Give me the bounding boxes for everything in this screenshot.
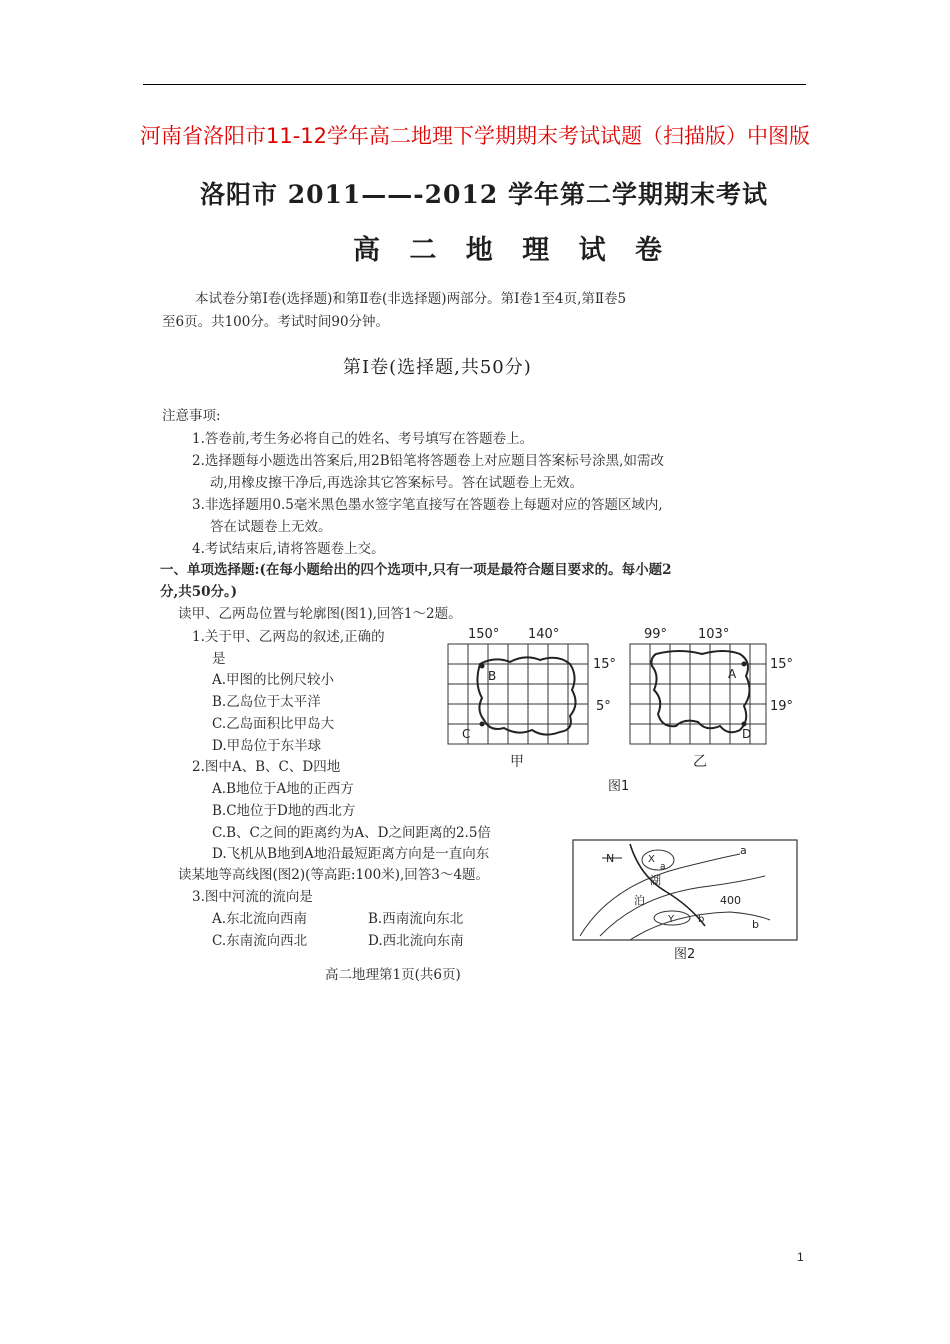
figure-1-caption: 图1	[608, 779, 630, 794]
q1-option: A.甲图的比例尺较小	[212, 672, 335, 688]
q2-option: B.C地位于D地的西北方	[212, 803, 356, 819]
hill-x-contour	[642, 850, 674, 870]
yi-map-label: 乙	[693, 754, 707, 770]
q2-stem: 2.图中A、B、C、D四地	[192, 759, 341, 775]
section-1-heading: 第Ⅰ卷(选择题,共50分)	[343, 357, 532, 378]
notice-item: 2.选择题每小题选出答案后,用2B铅笔将答题卷上对应题目答案标号涂黑,如需改	[192, 453, 664, 469]
part-1-heading-cont: 分,共50分。)	[160, 584, 238, 600]
jia-longitude-label: 150°	[468, 627, 500, 642]
point-x-label: X	[648, 854, 655, 865]
q3-intro: 读某地等高线图(图2)(等高距:100米),回答3～4题。	[178, 867, 489, 883]
jia-map-label: 甲	[510, 754, 524, 770]
contour-b-inner-label: b	[698, 914, 705, 925]
lake-label-2: 泊	[634, 894, 645, 907]
q2-option: C.B、C之间的距离约为A、D之间距离的2.5倍	[212, 825, 491, 841]
jia-point-c-marker	[480, 722, 485, 727]
exam-title: 洛阳市 2011——-2012 学年第二学期期末考试	[200, 180, 768, 209]
q2-option: D.飞机从B地到A地沿最短距离方向是一直向东	[212, 846, 490, 862]
yi-point-a: A	[728, 667, 737, 681]
yi-point-d-marker	[742, 722, 747, 727]
q2-option: A.B地位于A地的正西方	[212, 781, 354, 797]
q3-option: A.东北流向西南	[212, 911, 308, 927]
point-y-label: Y	[668, 914, 675, 925]
q1-stem-cont: 是	[212, 651, 226, 667]
q1-intro: 读甲、乙两岛位置与轮廓图(图1),回答1～2题。	[178, 606, 462, 622]
page-footer: 高二地理第1页(共6页)	[325, 967, 461, 983]
figure-2-caption: 图2	[674, 947, 696, 962]
contour-a-inner-label: a	[660, 862, 666, 872]
yi-longitude-label: 103°	[698, 627, 730, 642]
q3-option: D.西北流向东南	[368, 933, 464, 949]
q3-option: C.东南流向西北	[212, 933, 308, 949]
jia-point-b: B	[488, 669, 497, 683]
q1-stem: 1.关于甲、乙两岛的叙述,正确的	[192, 629, 385, 645]
yi-latitude-label: 19°	[770, 699, 794, 714]
intro-line-2: 至6页。共100分。考试时间90分钟。	[162, 314, 390, 330]
notice-item: 3.非选择题用0.5毫米黑色墨水签字笔直接写在答题卷上每题对应的答题区域内,	[192, 497, 663, 513]
intro-line-1: 本试卷分第Ⅰ卷(选择题)和第Ⅱ卷(非选择题)两部分。第Ⅰ卷1至4页,第Ⅱ卷5	[195, 291, 627, 307]
q1-option: B.乙岛位于太平洋	[212, 694, 321, 710]
notice-item: 答在试题卷上无效。	[210, 519, 332, 535]
notice-heading: 注意事项:	[162, 408, 221, 424]
part-1-heading: 一、单项选择题:(在每小题给出的四个选项中,只有一项是最符合题目要求的。每小题2	[160, 562, 672, 578]
notice-item: 4.考试结束后,请将答题卷上交。	[192, 541, 385, 557]
contour-b-label: b	[752, 918, 759, 931]
q1-option: D.甲岛位于东半球	[212, 738, 322, 754]
page-number: 1	[797, 1250, 804, 1264]
exam-subtitle: 高 二 地 理 试 卷	[353, 235, 672, 266]
q3-option: B.西南流向东北	[368, 911, 464, 927]
jia-longitude-label: 140°	[528, 627, 560, 642]
yi-longitude-label: 99°	[644, 627, 668, 642]
contour-a-label: a	[740, 844, 747, 857]
notice-item: 动,用橡皮擦干净后,再选涂其它答案标号。答在试题卷上无效。	[210, 475, 584, 491]
yi-point-a-marker	[742, 662, 747, 667]
q1-option: C.乙岛面积比甲岛大	[212, 716, 335, 732]
jia-latitude-label: 15°	[593, 657, 617, 672]
figure-2-contour-map	[570, 836, 800, 966]
q3-stem: 3.图中河流的流向是	[192, 889, 313, 905]
yi-latitude-label: 15°	[770, 657, 794, 672]
jia-latitude-label: 5°	[596, 699, 611, 714]
header-rule	[143, 84, 806, 85]
lake-label-1: 湖	[650, 874, 661, 887]
yi-island-outline	[652, 651, 750, 732]
north-label: N	[606, 852, 615, 865]
document-title: 河南省洛阳市11-12学年高二地理下学期期末考试试题（扫描版）中图版	[139, 124, 811, 148]
notice-item: 1.答卷前,考生务必将自己的姓名、考号填写在答题卷上。	[192, 431, 534, 447]
contour-400-label: 400	[720, 894, 741, 907]
jia-point-b-marker	[480, 664, 485, 669]
jia-point-c: C	[462, 727, 471, 741]
yi-point-d: D	[742, 727, 752, 741]
figure-1-island-maps	[440, 620, 810, 800]
